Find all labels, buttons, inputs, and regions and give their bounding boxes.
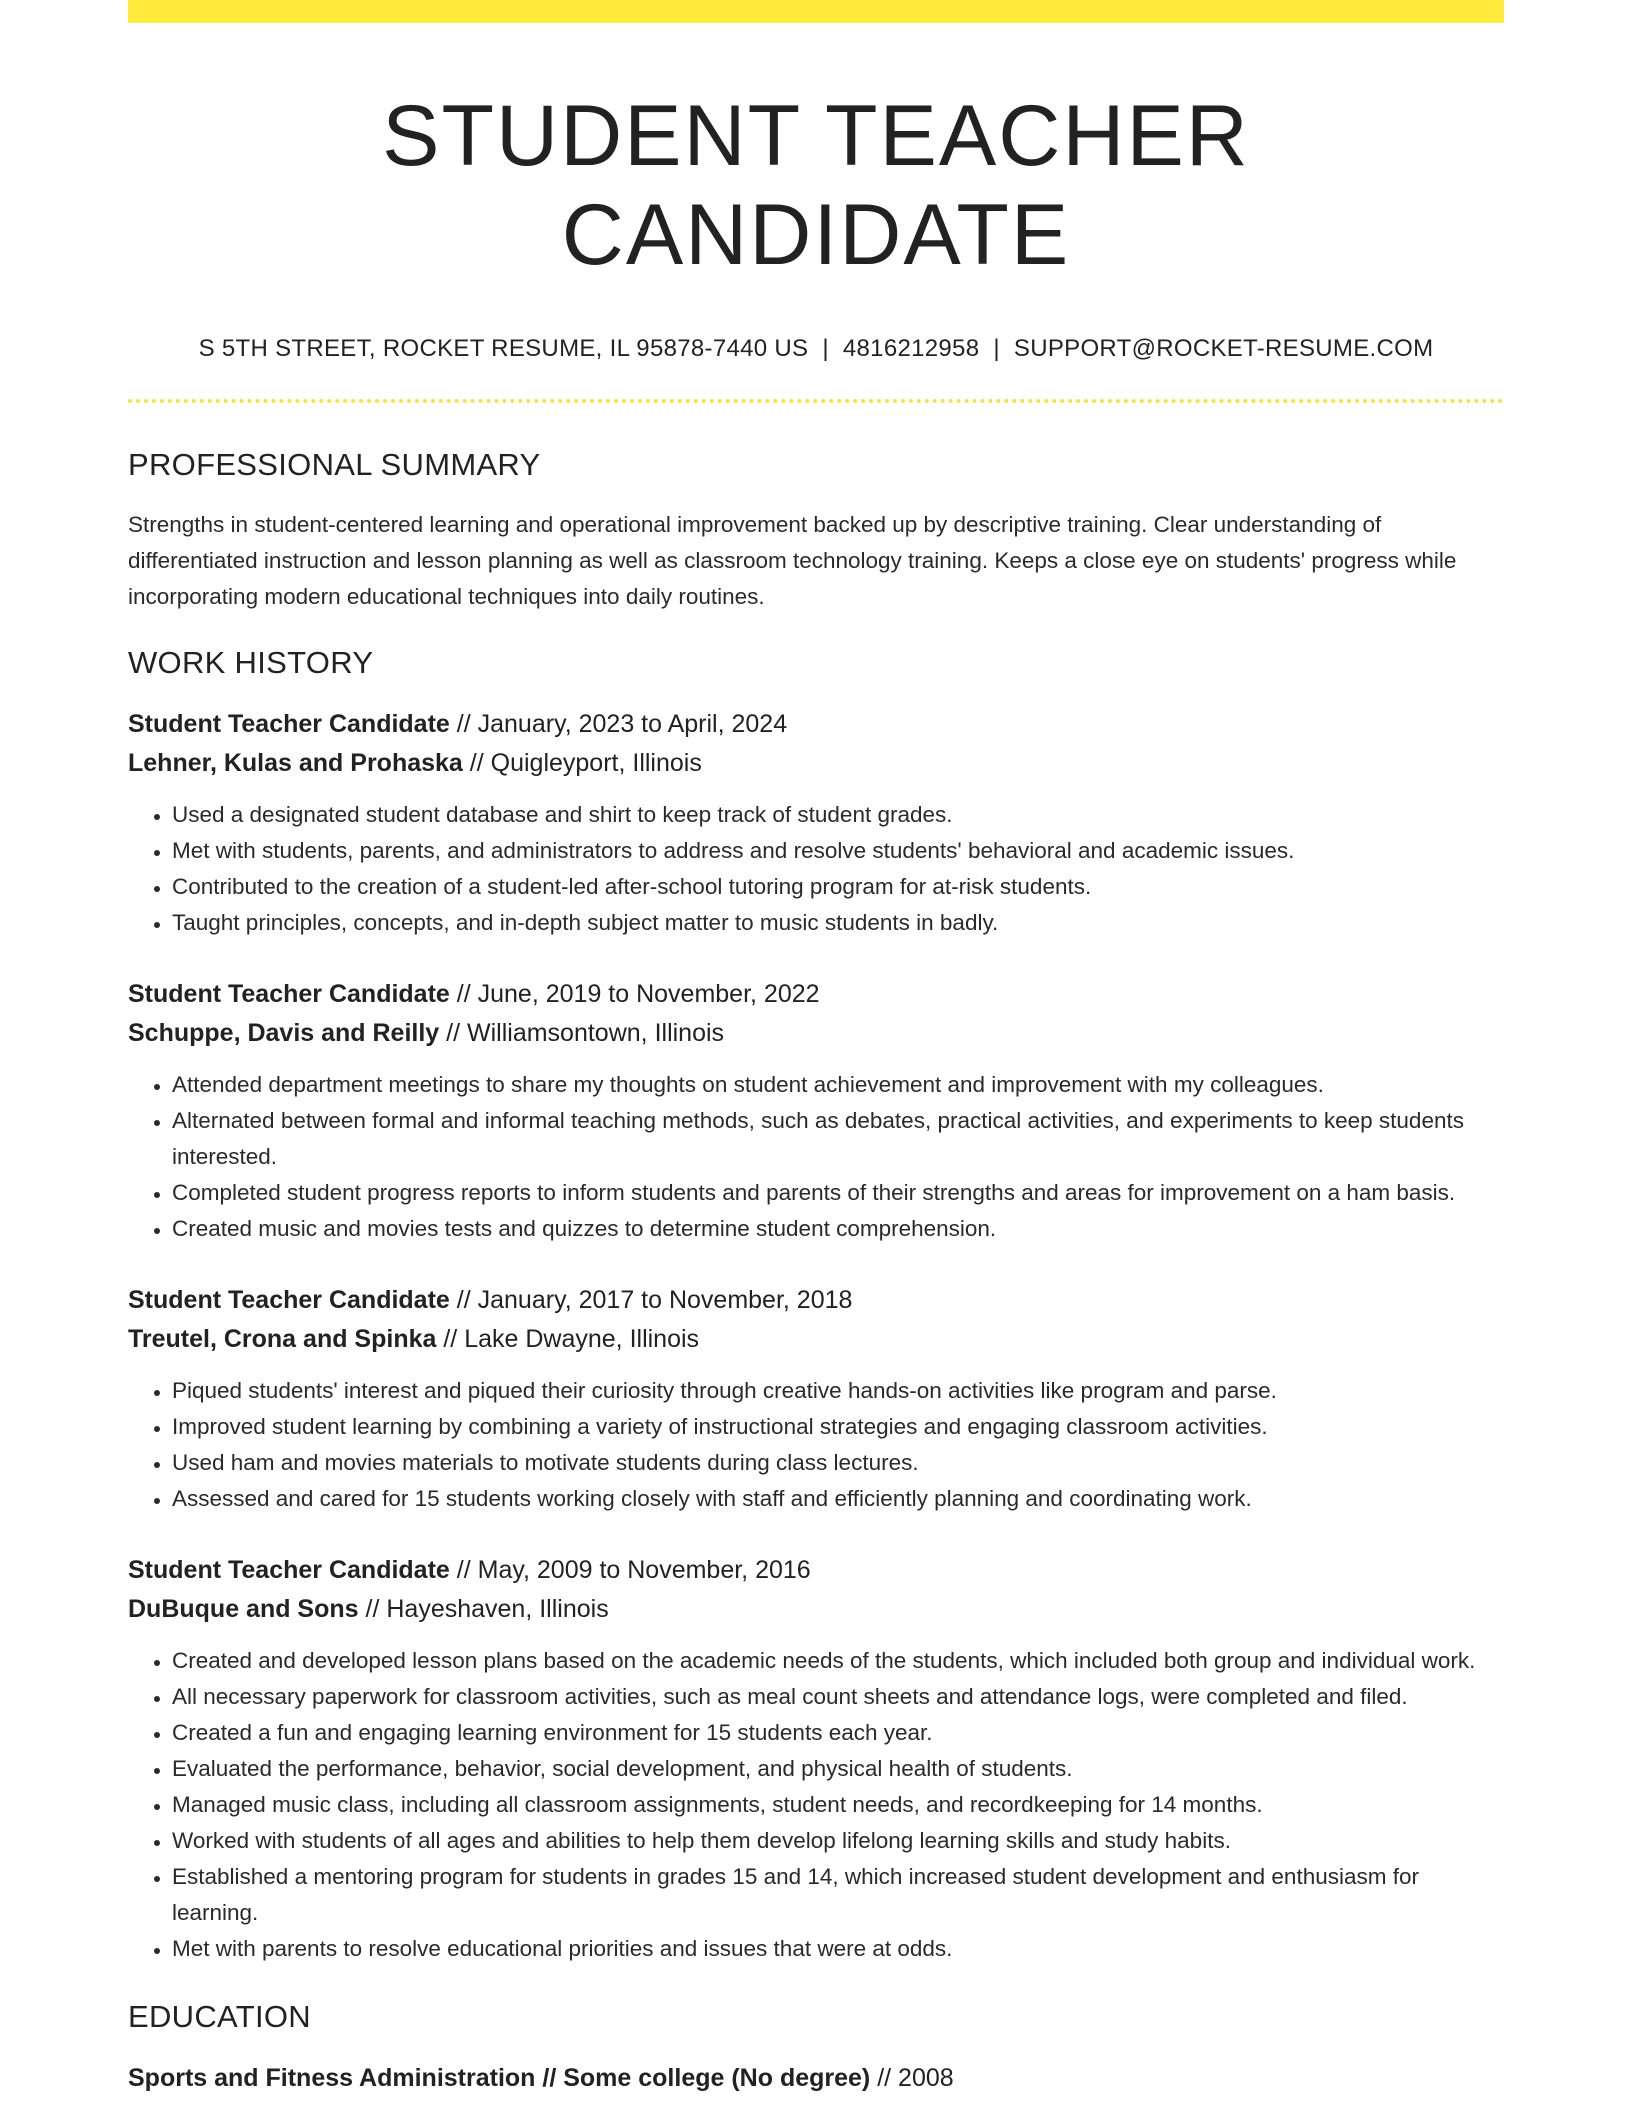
job-company: Treutel, Crona and Spinka — [128, 1324, 437, 1353]
job-dates: May, 2009 to November, 2016 — [477, 1555, 811, 1584]
job-company-line — [128, 744, 1504, 783]
job-title: Student Teacher Candidate — [128, 1285, 450, 1314]
job-company-line — [128, 1590, 1504, 1629]
job-bullet: • Attended department meetings to share my thoughts on student achievement and improvement with my colleagues. — [172, 1067, 1504, 1103]
job-title-line — [128, 975, 1504, 1014]
contact-address: S 5TH STREET, ROCKET RESUME, IL 95878-7440 US — [198, 334, 809, 362]
job-bullet: • Assessed and cared for 15 students working closely with staff and efficiently planning and coordinating work. — [172, 1481, 1504, 1517]
job-bullet-list — [128, 1067, 1504, 1247]
job-entry — [128, 1281, 1504, 1517]
job-bullet: • Worked with students of all ages and abilities to help them develop lifelong learning skills and study habits. — [172, 1823, 1504, 1859]
education-entry — [128, 2059, 1504, 2098]
job-bullet: • Created music and movies tests and quizzes to determine student comprehension. — [172, 1211, 1504, 1247]
job-location: Quigleyport, Illinois — [490, 748, 702, 777]
job-bullet: • Evaluated the performance, behavior, social development, and physical health of students. — [172, 1751, 1504, 1787]
job-bullet: • Alternated between formal and informal teaching methods, such as debates, practical activities, and experiments to keep students interested. — [172, 1103, 1504, 1175]
summary-text: Strengths in student-centered learning and operational improvement backed up by descriptive training. Clear understanding of differentiated instruction and lesson planning as well as classroom technology training. Keeps a close eye on students' progress while incorporating modern educational techniques into daily routines. — [128, 511, 1457, 609]
job-separator: // — [358, 1594, 387, 1623]
job-title: Student Teacher Candidate — [128, 1555, 450, 1584]
education-year: 2008 — [898, 2063, 954, 2092]
work-history-list — [128, 705, 1504, 1967]
job-bullet: • Met with students, parents, and administrators to address and resolve students' behavioral and academic issues. — [172, 833, 1504, 869]
job-bullet-list — [128, 797, 1504, 941]
contact-line — [128, 335, 1504, 363]
work-history-heading: WORK HISTORY — [128, 644, 374, 680]
job-bullet: • Piqued students' interest and piqued their curiosity through creative hands-on activities like program and parse. — [172, 1373, 1504, 1409]
job-bullet: • Met with parents to resolve educational priorities and issues that were at odds. — [172, 1931, 1504, 1967]
job-separator: // — [449, 1555, 478, 1584]
job-bullet: • Taught principles, concepts, and in-depth subject matter to music students in badly. — [172, 905, 1504, 941]
job-dates: January, 2023 to April, 2024 — [477, 709, 788, 738]
job-entry — [128, 705, 1504, 941]
job-company: Lehner, Kulas and Prohaska — [128, 748, 463, 777]
contact-separator: | — [993, 334, 1000, 362]
job-bullet: • Improved student learning by combining a variety of instructional strategies and engaging classroom activities. — [172, 1409, 1504, 1445]
job-bullet-list — [128, 1373, 1504, 1517]
contact-phone: 4816212958 — [842, 334, 980, 362]
job-bullet: • All necessary paperwork for classroom activities, such as meal count sheets and attendance logs, were completed and filed. — [172, 1679, 1504, 1715]
job-bullet: • Completed student progress reports to inform students and parents of their strengths and areas for improvement on a ham basis. — [172, 1175, 1504, 1211]
job-bullet-list — [128, 1643, 1504, 1967]
job-bullet: • Used a designated student database and shirt to keep track of student grades. — [172, 797, 1504, 833]
job-separator: // — [436, 1324, 465, 1353]
job-title-line — [128, 705, 1504, 744]
job-title: Student Teacher Candidate — [128, 709, 450, 738]
job-company: Schuppe, Davis and Reilly — [128, 1018, 440, 1047]
job-dates: January, 2017 to November, 2018 — [477, 1285, 853, 1314]
candidate-name: STUDENT TEACHER CANDIDATE — [382, 88, 1250, 283]
job-company: DuBuque and Sons — [128, 1594, 359, 1623]
education-year-separator: // — [870, 2063, 899, 2092]
job-bullet: • Used ham and movies materials to motivate students during class lectures. — [172, 1445, 1504, 1481]
resume-page — [128, 0, 1504, 2098]
dotted-divider — [128, 399, 1504, 403]
job-title: Student Teacher Candidate — [128, 979, 450, 1008]
education-degree: Sports and Fitness Administration // Some college (No degree) — [128, 2063, 871, 2092]
job-title-line — [128, 1551, 1504, 1590]
job-bullet: • Managed music class, including all classroom assignments, student needs, and recordkeeping for 14 months. — [172, 1787, 1504, 1823]
job-entry — [128, 1551, 1504, 1967]
job-bullet: • Created and developed lesson plans based on the academic needs of the students, which included both group and individual work. — [172, 1643, 1504, 1679]
contact-email: SUPPORT@ROCKET-RESUME.COM — [1013, 334, 1434, 362]
job-separator: // — [462, 748, 491, 777]
job-separator: // — [449, 709, 478, 738]
job-bullet: • Contributed to the creation of a student-led after-school tutoring program for at-risk students. — [172, 869, 1504, 905]
job-location: Lake Dwayne, Illinois — [464, 1324, 700, 1353]
job-location: Hayeshaven, Illinois — [386, 1594, 609, 1623]
job-location: Williamsontown, Illinois — [467, 1018, 725, 1047]
job-company-line — [128, 1320, 1504, 1359]
job-bullet: • Created a fun and engaging learning environment for 15 students each year. — [172, 1715, 1504, 1751]
job-separator: // — [449, 979, 478, 1008]
job-separator: // — [449, 1285, 478, 1314]
job-bullet: • Established a mentoring program for students in grades 15 and 14, which increased student development and enthusiasm for learning. — [172, 1859, 1504, 1931]
accent-top-bar — [128, 0, 1504, 23]
job-entry — [128, 975, 1504, 1247]
contact-separator: | — [822, 334, 829, 362]
education-heading: EDUCATION — [128, 1998, 311, 2034]
job-title-line — [128, 1281, 1504, 1320]
job-company-line — [128, 1014, 1504, 1053]
job-separator: // — [439, 1018, 468, 1047]
job-dates: June, 2019 to November, 2022 — [477, 979, 820, 1008]
summary-heading: PROFESSIONAL SUMMARY — [128, 446, 541, 482]
